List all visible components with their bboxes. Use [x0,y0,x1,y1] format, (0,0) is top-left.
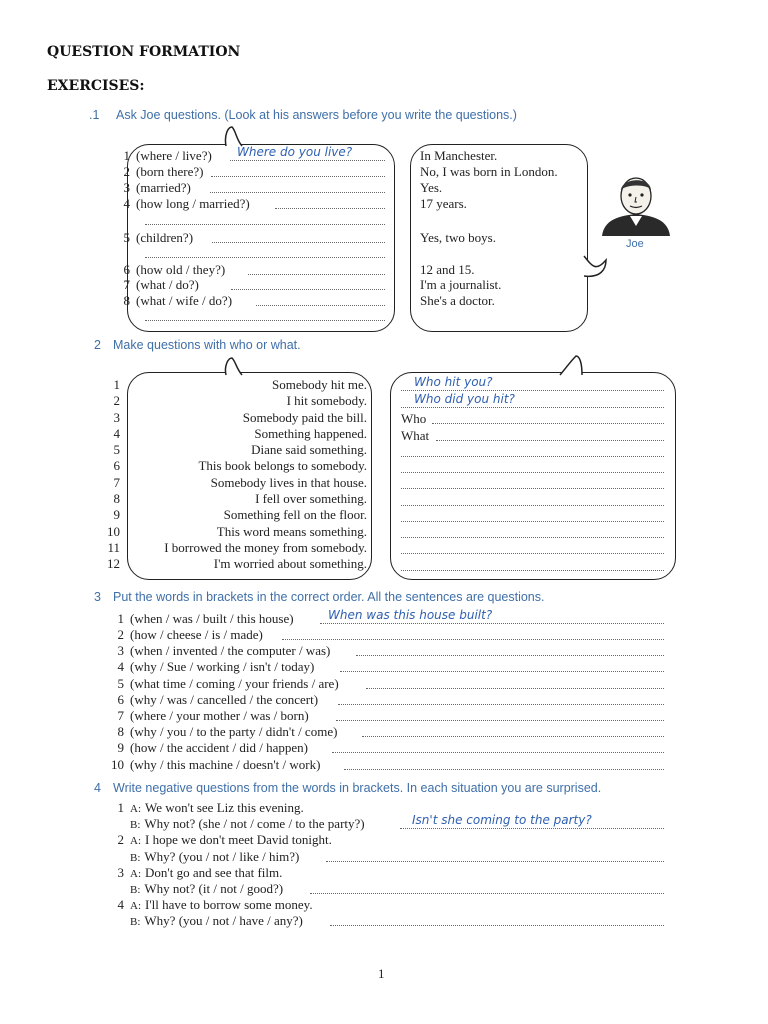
ex1-answer: I'm a journalist. [420,277,502,292]
ex1-answer: 12 and 15. [420,262,475,277]
answer-line[interactable] [401,390,664,391]
ex4-title: Write negative questions from the words in brackets. In each situation you are surprised. [113,781,602,795]
ex2-row: 2 I hit somebody. [113,393,367,409]
ex1-row: 6 (how old / they?) [123,262,226,277]
ex3-row: 10 (why / this machine / doesn't / work) [111,757,321,772]
ex2-sentence-bubble-tail [222,356,252,376]
ex1-row: 2 (born there?) [123,164,204,179]
ex1-filled-answer: Where do you live? [237,145,353,159]
ex3-row: 3 (when / invented / the computer / was) [117,643,331,658]
ex4-b-line: B: Why not? (she / not / come / to the party?) [130,816,365,831]
ex1-question-bubble-tail [222,125,252,147]
ex4-b-line: B: Why? (you / not / have / any?) [130,913,303,928]
answer-line[interactable] [145,320,385,321]
ex1-answer-bubble-tail [582,252,610,282]
answer-line[interactable] [275,208,385,209]
answer-line[interactable] [436,440,664,441]
answer-line[interactable] [340,671,664,672]
answer-line[interactable] [401,521,664,522]
ex4-b-line: B: Why? (you / not / like / him?) [130,849,300,864]
ex3-row: 4 (why / Sue / working / isn't / today) [117,659,315,674]
ex1-number: .1 [89,108,100,122]
ex3-row: 2 (how / cheese / is / made) [117,627,263,642]
answer-line[interactable] [401,553,664,554]
ex1-row: 3 (married?) [123,180,191,195]
answer-line[interactable] [248,274,385,275]
answer-line[interactable] [256,305,385,306]
ex3-filled-answer: When was this house built? [328,608,493,622]
answer-line[interactable] [401,488,664,489]
ex2-row: 4 Something happened. [113,425,367,441]
answer-line[interactable] [230,160,385,161]
ex1-title: Ask Joe questions. (Look at his answers before you write the questions.) [116,108,517,122]
ex1-row: 7 (what / do?) [123,277,199,292]
answer-line[interactable] [320,623,664,624]
ex2-answer-start: Who [401,411,427,426]
answer-line[interactable] [336,720,664,721]
ex1-answer: She's a doctor. [420,293,495,308]
ex2-answer-bubble-tail [556,354,586,376]
ex1-row: 5 (children?) [123,230,194,245]
ex1-row: 1 (where / live?) [123,148,212,163]
ex2-row: 8 I fell over something. [113,491,367,507]
ex3-row: 8 (why / you / to the party / didn't / come) [117,724,338,739]
ex3-row: 9 (how / the accident / did / happen) [117,740,308,755]
answer-line[interactable] [400,828,664,829]
ex2-answer-start: What [401,428,430,443]
answer-line[interactable] [401,472,664,473]
ex3-row: 6 (why / was / cancelled / the concert) [117,692,319,707]
joe-label: Joe [626,238,644,250]
answer-line[interactable] [210,192,385,193]
ex2-filled-answer: Who did you hit? [414,392,515,406]
ex1-answer: 17 years. [420,196,467,211]
ex4-a-line: 3 A: Don't go and see that film. [117,865,283,880]
ex1-row: 8 (what / wife / do?) [123,293,233,308]
answer-line[interactable] [145,257,385,258]
ex3-title: Put the words in brackets in the correct order. All the sentences are questions. [113,590,545,604]
ex3-number: 3 [94,590,101,604]
ex2-row: 5 Diane said something. [113,442,367,458]
page-title: QUESTION FORMATION [47,44,241,60]
ex2-row: 7 Somebody lives in that house. [113,474,367,490]
ex2-title: Make questions with who or what. [113,338,301,352]
answer-line[interactable] [211,176,385,177]
answer-line[interactable] [212,242,385,243]
answer-line[interactable] [356,655,664,656]
ex2-row: 9 Something fell on the floor. [113,507,367,523]
answer-line[interactable] [362,736,664,737]
answer-line[interactable] [326,861,664,862]
ex2-row: 12 I'm worried about something. [107,556,367,572]
answer-line[interactable] [310,893,664,894]
answer-line[interactable] [231,289,385,290]
answer-line[interactable] [432,423,664,424]
ex4-a-line: 2 A: I hope we don't meet David tonight. [117,832,332,847]
ex2-row: 11 I borrowed the money from somebody. [107,539,367,555]
ex2-number: 2 [94,338,101,352]
ex3-row: 7 (where / your mother / was / born) [117,708,309,723]
ex4-a-line: 4 A: I'll have to borrow some money. [117,897,313,912]
answer-line[interactable] [401,456,664,457]
answer-line[interactable] [282,639,664,640]
answer-line[interactable] [401,407,664,408]
ex2-row: 10 This word means something. [107,523,367,539]
answer-line[interactable] [338,704,664,705]
ex4-number: 4 [94,781,101,795]
answer-line[interactable] [401,537,664,538]
ex2-sentence-list [100,377,367,573]
ex1-answer: Yes, two boys. [420,230,496,245]
ex4-filled-answer: Isn't she coming to the party? [412,813,592,827]
ex1-answer: In Manchester. [420,148,498,163]
ex1-answer: No, I was born in London. [420,164,558,179]
answer-line[interactable] [332,752,664,753]
ex2-row: 6 This book belongs to somebody. [113,458,367,474]
answer-line[interactable] [366,688,664,689]
answer-line[interactable] [401,570,664,571]
ex2-row: 3 Somebody paid the bill. [113,409,367,425]
ex3-row: 5 (what time / coming / your friends / are) [117,676,339,691]
answer-line[interactable] [344,769,664,770]
page-number: 1 [378,966,385,981]
answer-line[interactable] [145,224,385,225]
ex3-row: 1 (when / was / built / this house) [117,611,294,626]
answer-line[interactable] [330,925,664,926]
ex4-b-line: B: Why not? (it / not / good?) [130,881,284,896]
ex1-row: 4 (how long / married?) [123,196,250,211]
ex2-row: 1 Somebody hit me. [113,377,367,392]
joe-portrait-illustration [600,174,672,236]
exercises-label: EXERCISES: [47,78,145,94]
ex1-answer: Yes. [420,180,443,195]
answer-line[interactable] [401,505,664,506]
ex4-a-line: 1 A: We won't see Liz this evening. [117,800,304,815]
ex2-filled-answer: Who hit you? [414,375,493,389]
